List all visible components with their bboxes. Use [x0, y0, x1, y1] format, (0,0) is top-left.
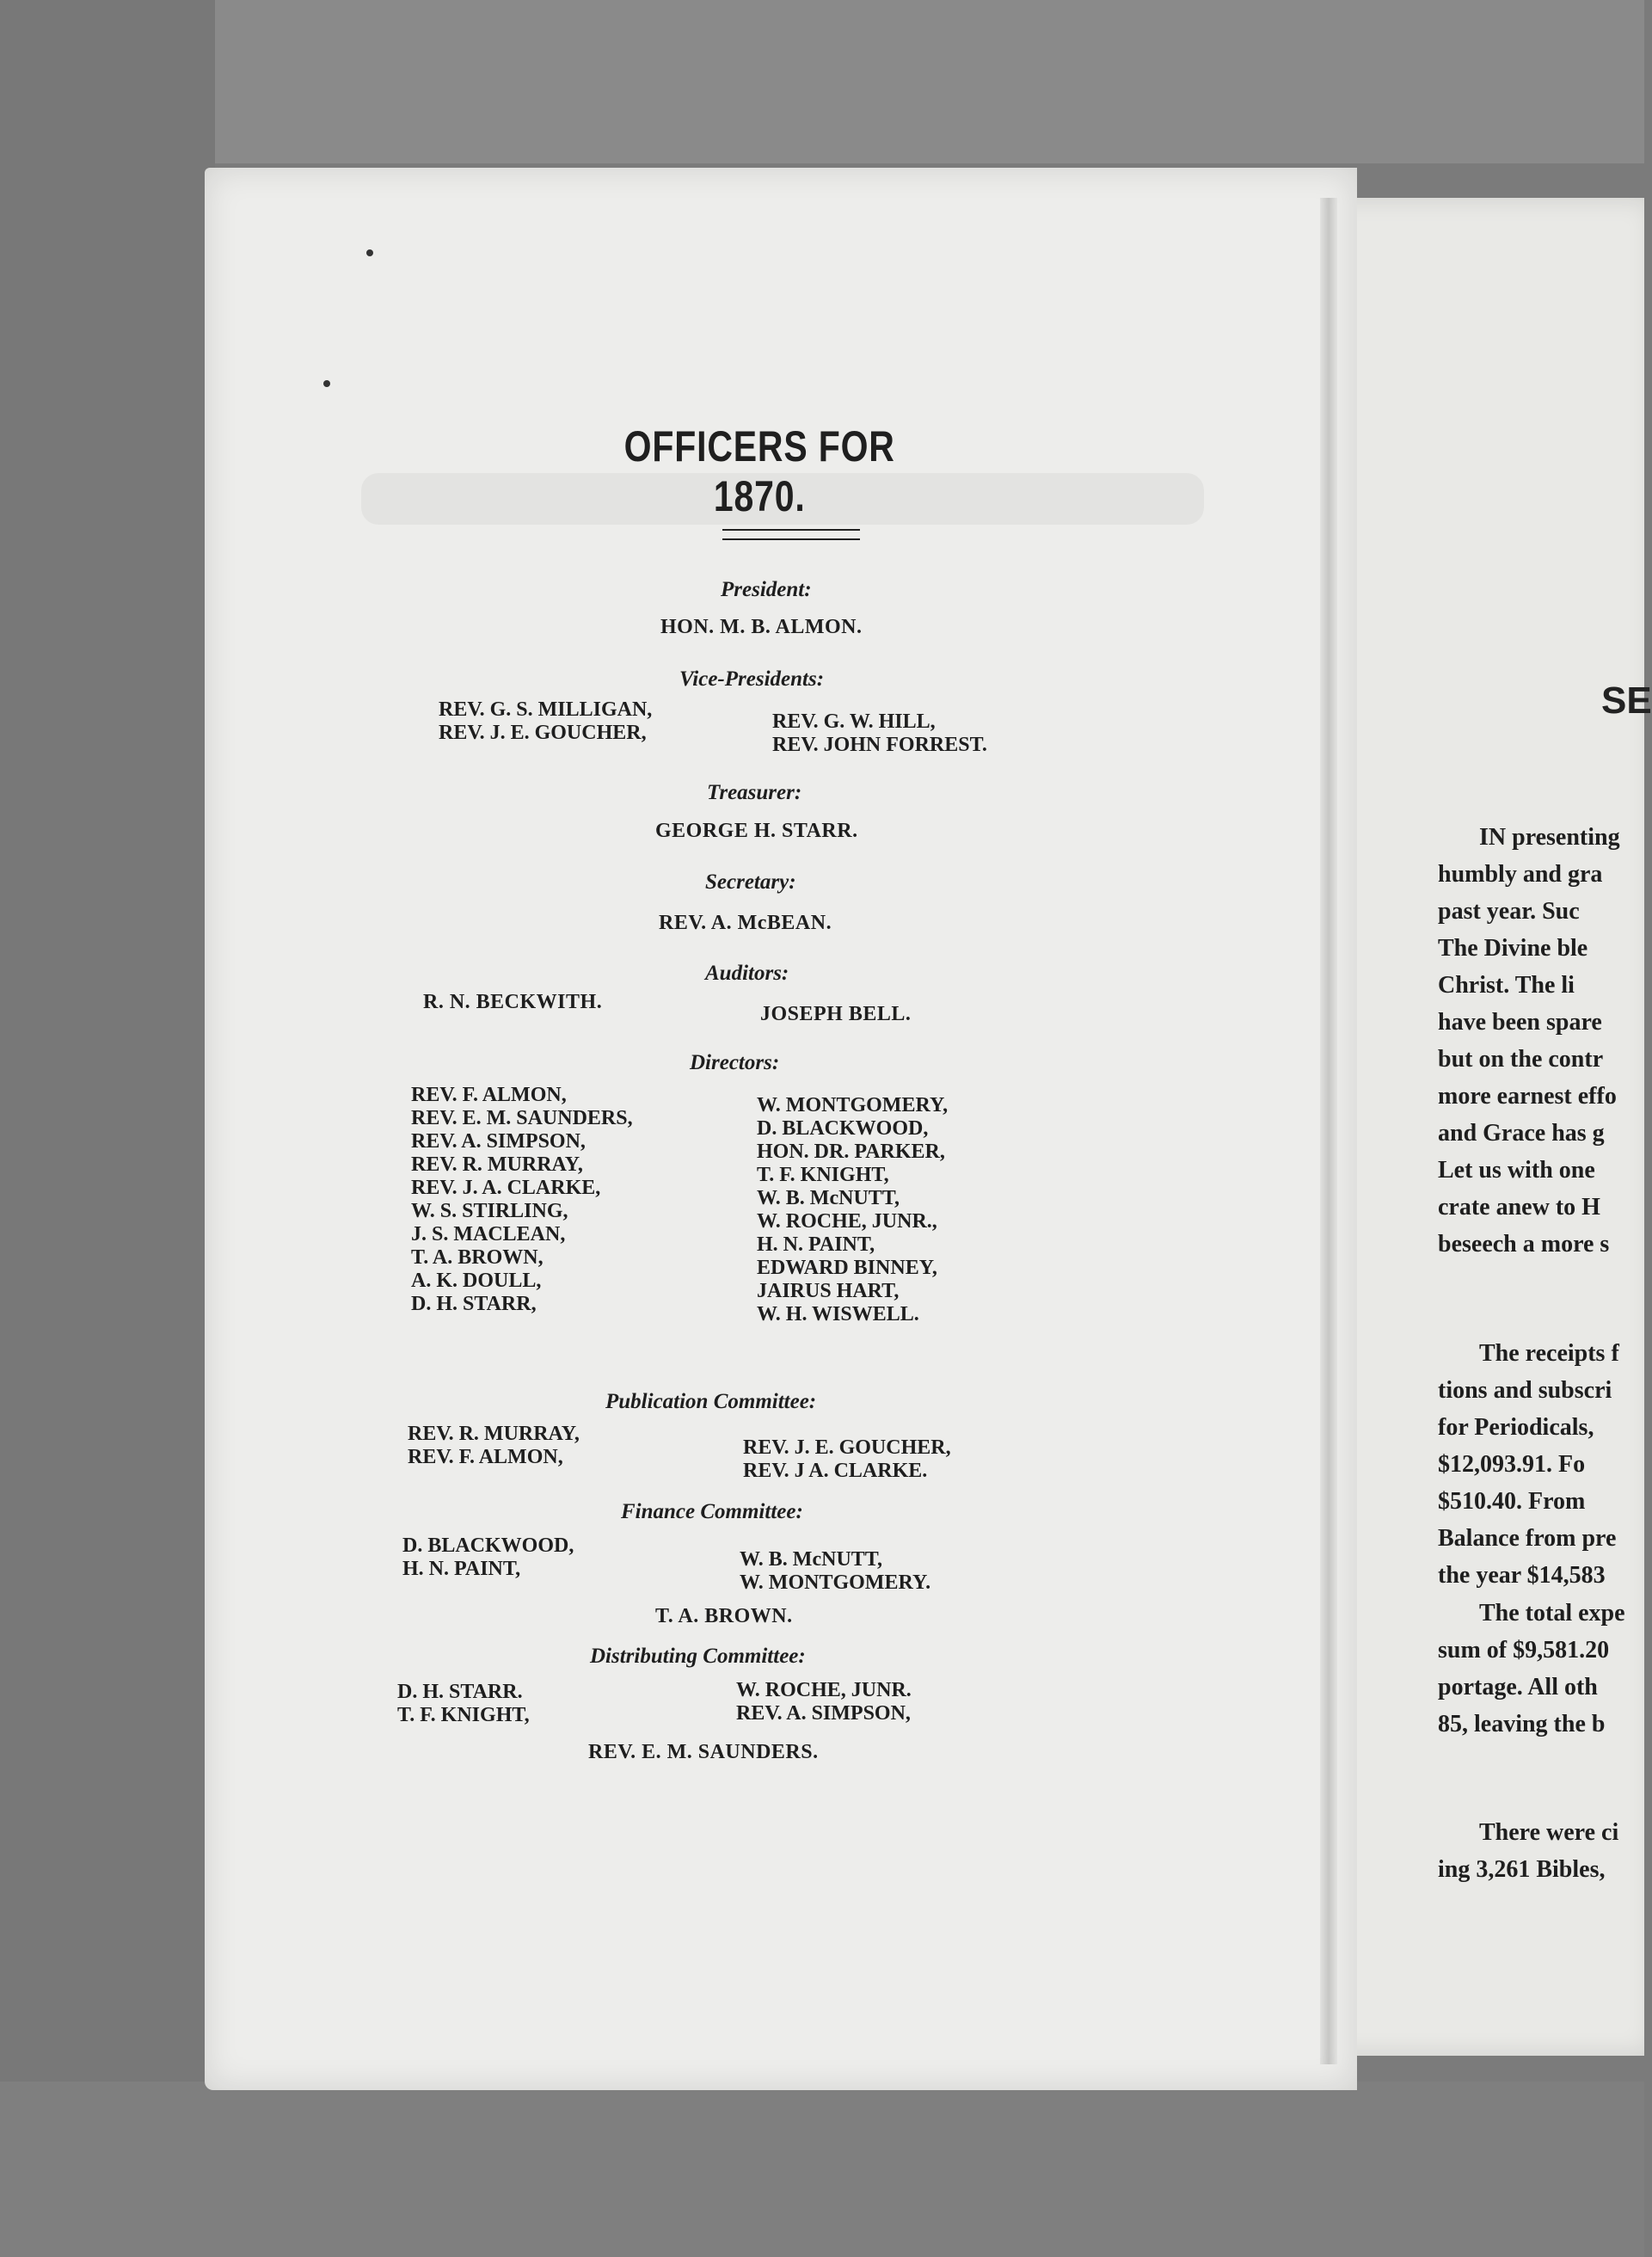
- text-line: IN presenting: [1479, 824, 1620, 851]
- list-item: REV. A. SIMPSON,: [736, 1702, 911, 1725]
- finance-committee-right: [740, 1548, 930, 1595]
- list-item: W. B. McNUTT,: [757, 1187, 900, 1209]
- list-item: T. A. BROWN,: [411, 1246, 544, 1269]
- list-item: HON. DR. PARKER,: [757, 1141, 945, 1163]
- text-line: for Periodicals,: [1438, 1414, 1594, 1441]
- president-heading: President:: [721, 578, 812, 601]
- list-item: REV. R. MURRAY,: [411, 1153, 583, 1176]
- distributing-committee-left: [397, 1681, 530, 1727]
- text-line: tions and subscri: [1438, 1377, 1612, 1404]
- list-item: W. MONTGOMERY.: [740, 1571, 931, 1594]
- list-item: D. H. STARR.: [397, 1681, 523, 1703]
- finance-committee-heading: Finance Committee:: [621, 1500, 803, 1523]
- text-line: past year. Suc: [1438, 898, 1580, 925]
- treasurer-heading: Treasurer:: [707, 781, 802, 804]
- text-line: beseech a more s: [1438, 1231, 1610, 1258]
- directors-right: [757, 1094, 948, 1326]
- vice-presidents-right: [772, 710, 987, 757]
- text-line: the year $14,583: [1438, 1562, 1606, 1589]
- text-line: portage. All oth: [1438, 1674, 1598, 1700]
- list-item: EDWARD BINNEY,: [757, 1257, 937, 1279]
- auditors-heading: Auditors:: [705, 962, 789, 985]
- publication-committee-right: [743, 1436, 951, 1483]
- list-item: REV. E. M. SAUNDERS,: [411, 1107, 633, 1129]
- treasurer-name: GEORGE H. STARR.: [655, 820, 858, 842]
- list-item: REV. JOHN FORREST.: [772, 734, 987, 756]
- text-line: crate anew to H: [1438, 1194, 1600, 1221]
- list-item: D. BLACKWOOD,: [757, 1117, 929, 1140]
- text-line: The total expe: [1479, 1600, 1625, 1627]
- text-line: Balance from pre: [1438, 1525, 1617, 1552]
- text-line: more earnest effo: [1438, 1083, 1617, 1110]
- finance-committee-left: [402, 1534, 574, 1581]
- auditor-left: R. N. BECKWITH.: [423, 991, 603, 1013]
- publication-committee-heading: Publication Committee:: [605, 1390, 817, 1413]
- text-line: Christ. The li: [1438, 972, 1575, 999]
- list-item: REV. G. S. MILLIGAN,: [439, 698, 653, 721]
- title-rule: [722, 529, 860, 540]
- list-item: REV. J. E. GOUCHER,: [743, 1436, 951, 1459]
- text-line: There were ci: [1479, 1819, 1619, 1846]
- list-item: W. MONTGOMERY,: [757, 1094, 949, 1116]
- list-item: JAIRUS HART,: [757, 1280, 900, 1302]
- list-item: W. H. WISWELL.: [757, 1303, 919, 1325]
- page-gutter: [1320, 198, 1337, 2064]
- distributing-committee-right: [736, 1679, 912, 1725]
- list-item: W. ROCHE, JUNR.,: [757, 1210, 937, 1233]
- auditor-right: JOSEPH BELL.: [760, 1003, 912, 1025]
- list-item: REV. J. E. GOUCHER,: [439, 722, 647, 744]
- list-item: T. F. KNIGHT,: [397, 1704, 530, 1726]
- text-line: $12,093.91. Fo: [1438, 1451, 1586, 1478]
- list-item: W. ROCHE, JUNR.: [736, 1679, 912, 1701]
- text-line: but on the contr: [1438, 1046, 1604, 1073]
- text-line: and Grace has g: [1438, 1120, 1605, 1147]
- text-line: sum of $9,581.20: [1438, 1637, 1610, 1664]
- background-bottom: [0, 2082, 1644, 2257]
- page-title: OFFICERS FOR 1870.: [623, 422, 895, 520]
- text-line: The receipts f: [1479, 1340, 1619, 1367]
- president-name: HON. M. B. ALMON.: [660, 616, 863, 638]
- right-page-heading: SE: [1601, 680, 1652, 722]
- list-item: T. F. KNIGHT,: [757, 1164, 889, 1186]
- text-line: 85, leaving the b: [1438, 1711, 1606, 1737]
- list-item: W. B. McNUTT,: [740, 1548, 883, 1571]
- list-item: W. S. STIRLING,: [411, 1200, 568, 1222]
- list-item: D. BLACKWOOD,: [402, 1534, 574, 1557]
- secretary-heading: Secretary:: [705, 870, 796, 894]
- list-item: H. N. PAINT,: [402, 1558, 521, 1580]
- list-item: REV. J A. CLARKE.: [743, 1460, 928, 1482]
- background-left: [0, 0, 215, 2257]
- speck: [323, 380, 330, 387]
- finance-committee-center: T. A. BROWN.: [655, 1605, 793, 1627]
- text-line: ing 3,261 Bibles,: [1438, 1856, 1606, 1883]
- publication-committee-left: [408, 1423, 580, 1469]
- background-top: [0, 0, 1644, 163]
- text-line: $510.40. From: [1438, 1488, 1586, 1515]
- text-line: have been spare: [1438, 1009, 1602, 1036]
- list-item: REV. F. ALMON,: [408, 1446, 563, 1468]
- list-item: J. S. MACLEAN,: [411, 1223, 566, 1245]
- directors-heading: Directors:: [690, 1051, 780, 1074]
- secretary-name: REV. A. McBEAN.: [659, 912, 832, 934]
- text-line: humbly and gra: [1438, 861, 1603, 888]
- speck: [366, 249, 373, 256]
- distributing-committee-heading: Distributing Committee:: [590, 1645, 806, 1668]
- list-item: REV. R. MURRAY,: [408, 1423, 580, 1445]
- list-item: D. H. STARR,: [411, 1293, 537, 1315]
- list-item: REV. A. SIMPSON,: [411, 1130, 586, 1153]
- directors-left: [411, 1084, 633, 1316]
- vice-presidents-left: [439, 698, 652, 745]
- text-line: Let us with one: [1438, 1157, 1595, 1184]
- list-item: REV. G. W. HILL,: [772, 710, 936, 733]
- list-item: H. N. PAINT,: [757, 1233, 875, 1256]
- list-item: REV. F. ALMON,: [411, 1084, 567, 1106]
- list-item: A. K. DOULL,: [411, 1270, 542, 1292]
- vice-presidents-heading: Vice-Presidents:: [679, 667, 825, 691]
- distributing-committee-center: REV. E. M. SAUNDERS.: [588, 1741, 819, 1763]
- text-line: The Divine ble: [1438, 935, 1588, 962]
- list-item: REV. J. A. CLARKE,: [411, 1177, 601, 1199]
